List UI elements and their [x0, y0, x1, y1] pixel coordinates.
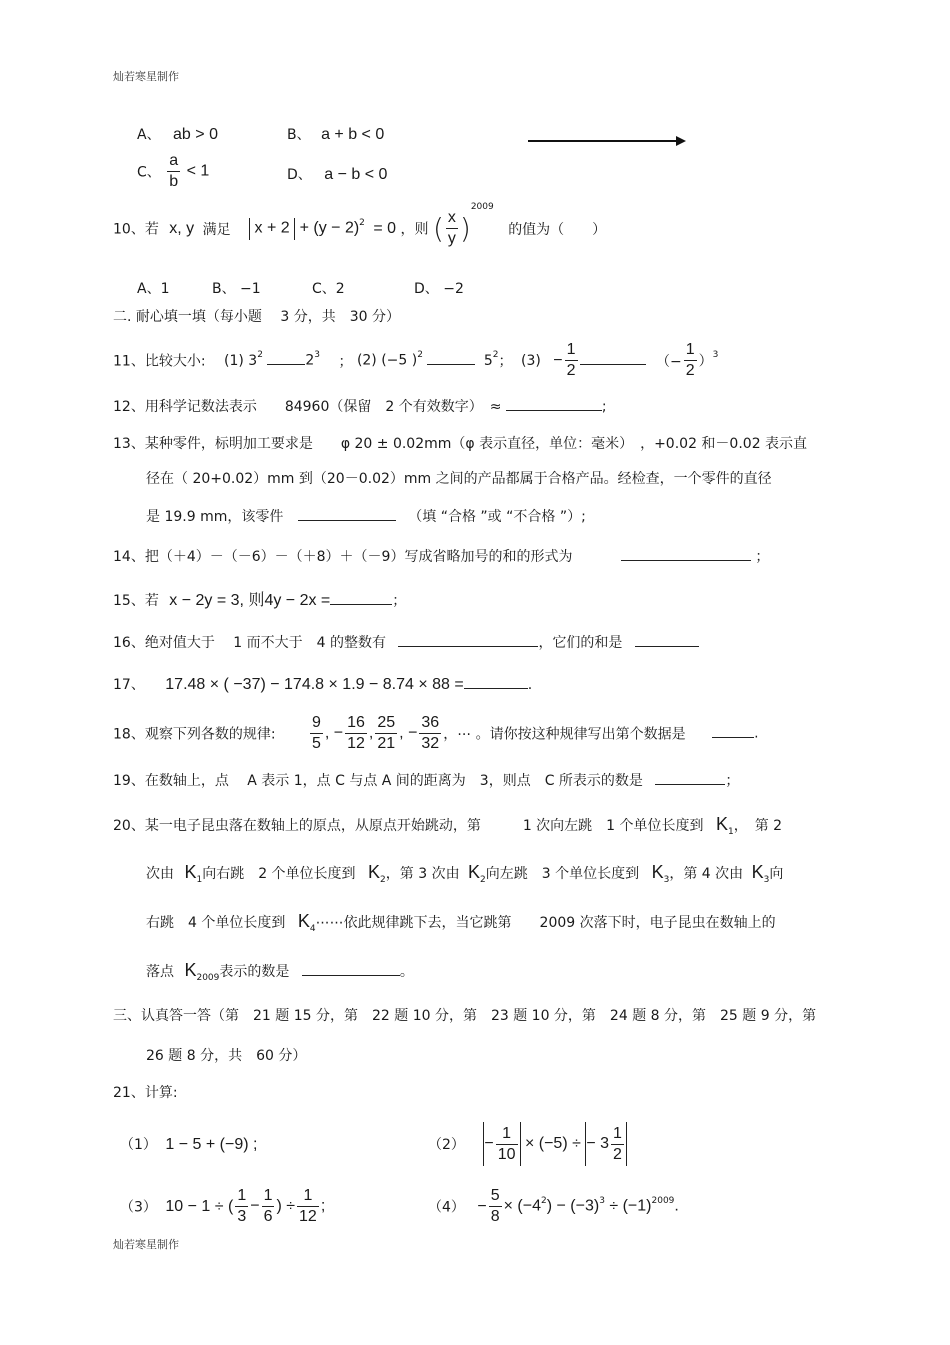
q18-fraction-4: $\frac{36}{32}$	[421, 714, 440, 752]
q9-option-c: C、 $\frac{a}{b}$ < 1	[137, 152, 210, 190]
q10-option-a: A、1	[137, 281, 170, 297]
q12-blank[interactable]	[506, 396, 602, 411]
q10-fraction: $\frac{x}{y}$	[447, 209, 456, 247]
q11-blank-3[interactable]	[580, 350, 646, 365]
question-21-title: 21、计算:	[113, 1085, 178, 1101]
abs-bar-right	[626, 1122, 627, 1166]
paren-right: )	[459, 212, 471, 245]
question-20-line-4: 落点 $K_{2009}$表示的数是 。	[146, 960, 414, 983]
q21-p2-fraction-1: $\frac{1}{10}$	[497, 1124, 516, 1163]
q18-blank[interactable]	[712, 723, 754, 738]
q10-option-c: C、2	[312, 281, 345, 297]
q21-part-4: （4） − $\frac{5}{8}$ × $(-4^2) - (-3)^3 \div (-1)^{2009}$.	[428, 1187, 679, 1225]
q11-blank-1[interactable]	[267, 350, 305, 365]
question-13-line-2: 径在（ 20+0.02）mm 到（20－0.02）mm 之间的产品都属于合格产品。经检查，一个零件的直径	[146, 471, 772, 487]
question-18: 18、观察下列各数的规律: $\frac{9}{5}$ , − $\frac{16}{12}$ , $\frac{25}{21}$ , − $\frac{36}{32}$ ，⋯ 。请你按这种规律写出第个数据是 .	[113, 714, 759, 752]
question-20-line-2: 次由 $K_1$向右跳 2 个单位长度到 $K_2$，第 3 次由 $K_2$向左跳 3 个单位长度到 $K_3$，第 4 次由 $K_3$向	[146, 862, 784, 885]
q16-blank-1[interactable]	[398, 632, 538, 647]
q21-p3-fraction-3: $\frac{1}{12}$	[299, 1187, 317, 1225]
abs-bar-left	[249, 218, 250, 240]
q18-fraction-1: $\frac{9}{5}$	[311, 714, 321, 752]
q19-blank[interactable]	[655, 770, 725, 785]
q18-fraction-2: $\frac{16}{12}$	[347, 714, 365, 752]
q10-option-d: D、 −2	[414, 281, 464, 297]
arrow-line	[528, 140, 676, 142]
abs-bar-right	[294, 218, 295, 240]
q11-blank-2[interactable]	[427, 350, 475, 365]
question-13-line-3: 是 19.9 mm，该零件 （填 “合格 ”或 “不合格 ”）;	[146, 506, 586, 526]
question-10: 10、若 x, y 满足 $x + 2 + (y - 2)^2 = 0$ ，则 ( $\frac{x}{y}$ )$^{2009}$ 的值为（ ）	[113, 202, 607, 247]
abs-bar-right	[520, 1122, 521, 1166]
q21-p3-fraction-2: $\frac{1}{6}$	[263, 1187, 273, 1225]
q17-blank[interactable]	[464, 674, 528, 689]
q21-part-1: （1） 1 − 5 + (−9) ;	[120, 1136, 258, 1153]
question-15: 15、若 x − 2y = 3, 则4y − 2x = ；	[113, 592, 407, 609]
q9-option-d: D、 a − b < 0	[287, 166, 388, 183]
q14-blank[interactable]	[621, 546, 751, 561]
q10-option-b: B、 −1	[212, 281, 261, 297]
section-3-line-1: 三、认真答一答（第 21 题 15 分，第 22 题 10 分，第 23 题 10 分，第 24 题 8 分，第 25 题 9 分，第	[113, 1008, 817, 1024]
section-2-title: 二. 耐心填一填（每小题 3 分，共 30 分）	[113, 309, 400, 325]
q13-blank[interactable]	[298, 506, 396, 521]
q9-option-b: B、 a + b < 0	[287, 126, 385, 143]
question-16: 16、绝对值大于 1 而不大于 4 的整数有 ，它们的和是	[113, 632, 699, 652]
arrow-head-icon	[676, 136, 686, 146]
q20-blank[interactable]	[302, 961, 400, 976]
page-footer: 灿若寒星制作	[113, 1238, 179, 1251]
q21-part-2: （2） − $\frac{1}{10}$ × (−5) ÷ − 3 $\frac{1}{2}$	[428, 1122, 627, 1166]
question-19: 19、在数轴上，点 A 表示 1，点 C 与点 A 间的距离为 3，则点 C 所表示的数是 ；	[113, 770, 739, 790]
question-20-line-3: 右跳 4 个单位长度到 $K_4\cdots\cdots$依此规律跳下去，当它跳第 2009 次落下时，电子昆虫在数轴上的	[146, 911, 776, 934]
q21-p4-fraction: $\frac{5}{8}$	[490, 1187, 500, 1225]
q16-blank-2[interactable]	[635, 632, 699, 647]
q15-blank[interactable]	[330, 590, 392, 605]
question-13-line-1: 13、某种零件，标明加工要求是 φ 20 ± 0.02mm（φ 表示直径，单位：毫米） ，+0.02 和－0.02 表示直	[113, 436, 808, 452]
question-17: 17、 17.48 × ( −37) − 174.8 × 1.9 − 8.74 × 88 = .	[113, 676, 533, 693]
paren-left: (	[432, 212, 444, 245]
q9-option-a: A、 ab > 0	[137, 126, 218, 143]
q21-p3-fraction-1: $\frac{1}{3}$	[237, 1187, 247, 1225]
question-14: 14、把（＋4）－（－6）－（＋8）＋（－9）写成省略加号的和的形式为 ；	[113, 546, 769, 566]
q9-c-fraction: $\frac{a}{b}$	[169, 152, 179, 190]
q21-part-3: （3） 10 − 1 ÷ ( $\frac{1}{3}$ − $\frac{1}{6}$ ) ÷ $\frac{1}{12}$ ;	[120, 1187, 326, 1225]
q18-fraction-3: $\frac{25}{21}$	[377, 714, 396, 752]
q11-fraction-1: $\frac{1}{2}$	[566, 341, 576, 379]
q11-fraction-2: $\frac{1}{2}$	[685, 341, 695, 379]
question-12: 12、用科学记数法表示 84960（保留 2 个有效数字） ≈ ;	[113, 396, 607, 416]
section-3-line-2: 26 题 8 分，共 60 分）	[146, 1048, 307, 1064]
page-header: 灿若寒星制作	[113, 70, 179, 83]
question-20-line-1: 20、某一电子昆虫落在数轴上的原点，从原点开始跳动，第 1 次向左跳 1 个单位长度到 $K_1$， 第 2	[113, 814, 783, 837]
q21-p2-fraction-2: $\frac{1}{2}$	[613, 1124, 622, 1163]
question-11: 11、比较大小: (1) $3^2$ $2^3$ ； (2) (−5 )$^2$ $5^2$； (3) − $\frac{1}{2}$ （− $\frac{1}{2}$ ）$^3$	[113, 341, 719, 379]
